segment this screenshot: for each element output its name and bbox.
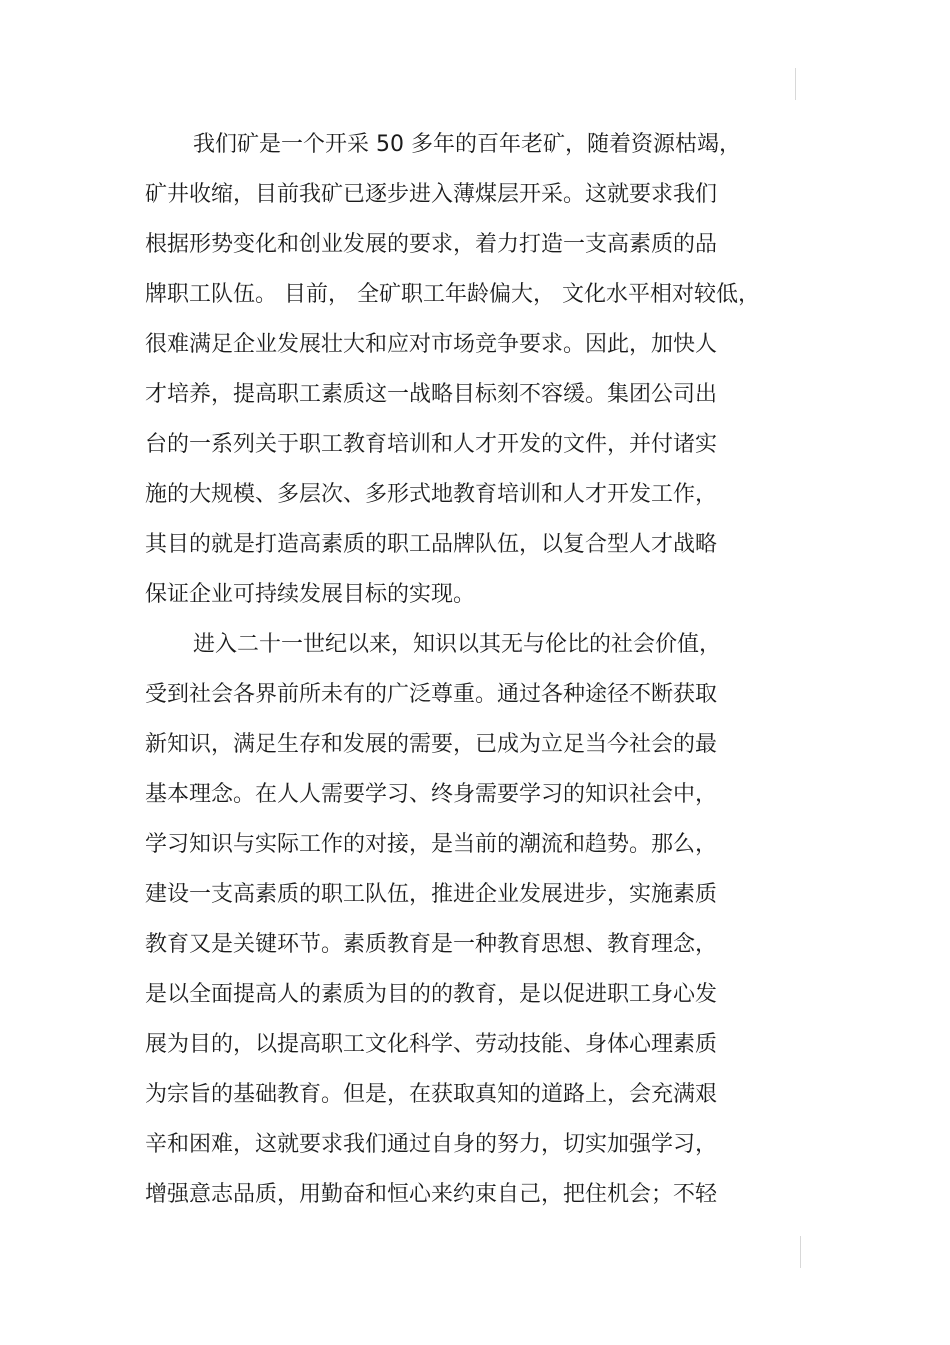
text-line: 很难满足企业发展壮大和应对市场竞争要求。因此，加快人	[145, 332, 718, 357]
paragraph-1	[145, 120, 795, 620]
text-line: 基本理念。在人人需要学习、终身需要学习的知识社会中，	[145, 782, 718, 807]
paragraph-2	[145, 620, 795, 1220]
text-line: 是以全面提高人的素质为目的的教育，是以促进职工身心发	[145, 982, 718, 1007]
text-line: 根据形势变化和创业发展的要求，着力打造一支高素质的品	[145, 232, 718, 257]
text-line: 矿井收缩，目前我矿已逐步进入薄煤层开采。这就要求我们	[145, 182, 718, 207]
margin-mark-top	[795, 68, 796, 100]
text-line: 为宗旨的基础教育。但是，在获取真知的道路上，会充满艰	[145, 1082, 718, 1107]
text-line: 我们矿是一个开采 50 多年的百年老矿，随着资源枯竭，	[193, 132, 741, 157]
text-line: 牌职工队伍。 目前， 全矿职工年龄偏大， 文化水平相对较低，	[145, 282, 760, 307]
body-text	[145, 120, 795, 1220]
text-line: 增强意志品质，用勤奋和恒心来约束自己，把住机会；不轻	[145, 1182, 718, 1207]
text-line: 台的一系列关于职工教育培训和人才开发的文件，并付诸实	[145, 432, 718, 457]
margin-mark-bottom	[800, 1236, 801, 1268]
text-line: 教育又是关键环节。素质教育是一种教育思想、教育理念，	[145, 932, 718, 957]
text-line: 施的大规模、多层次、多形式地教育培训和人才开发工作，	[145, 482, 718, 507]
text-line: 其目的就是打造高素质的职工品牌队伍，以复合型人才战略	[145, 532, 718, 557]
text-line: 学习知识与实际工作的对接，是当前的潮流和趋势。那么，	[145, 832, 718, 857]
text-line: 保证企业可持续发展目标的实现。	[145, 582, 476, 607]
text-line: 展为目的，以提高职工文化科学、劳动技能、身体心理素质	[145, 1032, 718, 1057]
text-line: 建设一支高素质的职工队伍，推进企业发展进步，实施素质	[145, 882, 718, 907]
text-line: 新知识，满足生存和发展的需要，已成为立足当今社会的最	[145, 732, 718, 757]
text-line: 辛和困难，这就要求我们通过自身的努力，切实加强学习，	[145, 1132, 718, 1157]
text-line: 才培养，提高职工素质这一战略目标刻不容缓。集团公司出	[145, 382, 718, 407]
text-line: 受到社会各界前所未有的广泛尊重。通过各种途径不断获取	[145, 682, 718, 707]
text-line: 进入二十一世纪以来，知识以其无与伦比的社会价值，	[193, 632, 722, 657]
